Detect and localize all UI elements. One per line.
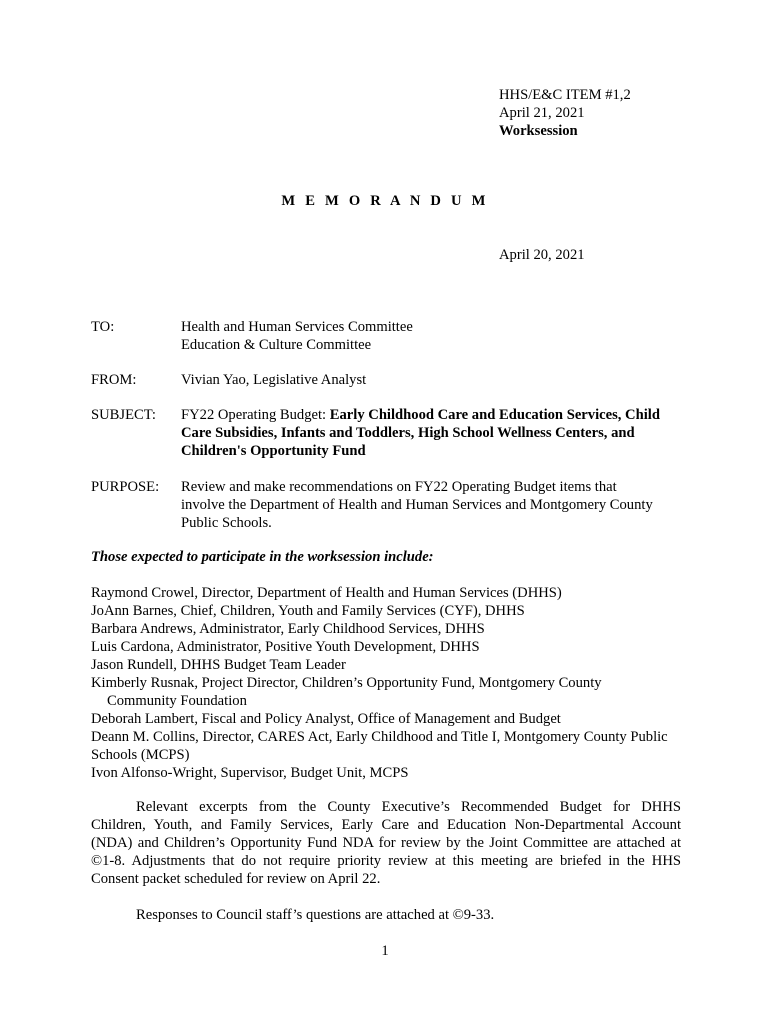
participant-line: Community Foundation: [107, 693, 247, 709]
page-number: 1: [381, 943, 389, 959]
paragraph-line: Children, Youth, and Family Services, Early Care and Education Non-Departmental Account: [91, 817, 681, 833]
body-paragraph-2: [91, 906, 681, 924]
subject-bold-1: Early Childhood Care and Education Services, Child: [329, 407, 660, 423]
paragraph-line: ©1-8. Adjustments that do not require priority review at this meeting are briefed in the HHS: [91, 853, 681, 869]
participant-line: Raymond Crowel, Director, Department of Health and Human Services (DHHS): [91, 585, 562, 601]
purpose-label: PURPOSE:: [91, 479, 160, 495]
purpose-value: [181, 478, 691, 532]
paragraph-line: Responses to Council staff’s questions are attached at ©9-33.: [136, 907, 495, 923]
participant-line: Schools (MCPS): [91, 747, 190, 763]
participants-heading: Those expected to participate in the worksession include:: [91, 549, 434, 565]
memo-date: April 20, 2021: [499, 247, 585, 263]
subject-label: SUBJECT:: [91, 407, 156, 423]
to-line: Health and Human Services Committee: [181, 319, 413, 335]
participant-line: Kimberly Rusnak, Project Director, Children’s Opportunity Fund, Montgomery County: [91, 675, 602, 691]
subject-bold-3: Children's Opportunity Fund: [181, 443, 366, 459]
from-row: [91, 371, 691, 389]
from-value: [181, 371, 691, 389]
paragraph-line: Relevant excerpts from the County Executive’s Recommended Budget for DHHS: [136, 799, 681, 815]
paragraph-line: Consent packet scheduled for review on April 22.: [91, 871, 381, 887]
header-item-number: HHS/E&C ITEM #1,2: [499, 87, 631, 103]
participant-line: Deborah Lambert, Fiscal and Policy Analyst, Office of Management and Budget: [91, 711, 561, 727]
subject-prefix: FY22 Operating Budget:: [181, 407, 330, 423]
subject-line-1: [181, 406, 691, 424]
participant-line: Jason Rundell, DHHS Budget Team Leader: [91, 657, 346, 673]
to-value: [181, 318, 691, 354]
header-block: [499, 86, 739, 140]
purpose-line: Review and make recommendations on FY22 Operating Budget items that: [181, 479, 617, 495]
participants-list: [91, 584, 701, 782]
memo-title: M E M O R A N D U M: [281, 193, 489, 209]
to-line: Education & Culture Committee: [181, 337, 372, 353]
body-paragraph-1: [91, 798, 681, 888]
participant-line: JoAnn Barnes, Chief, Children, Youth and Family Services (CYF), DHHS: [91, 603, 525, 619]
subject-bold-2: Care Subsidies, Infants and Toddlers, High School Wellness Centers, and: [181, 425, 635, 441]
header-session: Worksession: [499, 123, 578, 139]
participant-line: Ivon Alfonso-Wright, Supervisor, Budget Unit, MCPS: [91, 765, 409, 781]
subject-value: [181, 406, 691, 460]
paragraph-line: (NDA) and Children’s Opportunity Fund NDA for review by the Joint Committee are attached at: [91, 835, 681, 851]
to-row: [91, 318, 691, 354]
header-date: April 21, 2021: [499, 105, 585, 121]
participant-line: Luis Cardona, Administrator, Positive Youth Development, DHHS: [91, 639, 480, 655]
participant-line: Barbara Andrews, Administrator, Early Childhood Services, DHHS: [91, 621, 485, 637]
purpose-line: involve the Department of Health and Human Services and Montgomery County: [181, 497, 653, 513]
to-label: TO:: [91, 319, 115, 335]
from-line: Vivian Yao, Legislative Analyst: [181, 372, 367, 388]
purpose-row: [91, 478, 691, 532]
purpose-line: Public Schools.: [181, 515, 272, 531]
subject-row: [91, 406, 691, 460]
participant-line: Deann M. Collins, Director, CARES Act, Early Childhood and Title I, Montgomery County Public: [91, 729, 668, 745]
from-label: FROM:: [91, 372, 137, 388]
